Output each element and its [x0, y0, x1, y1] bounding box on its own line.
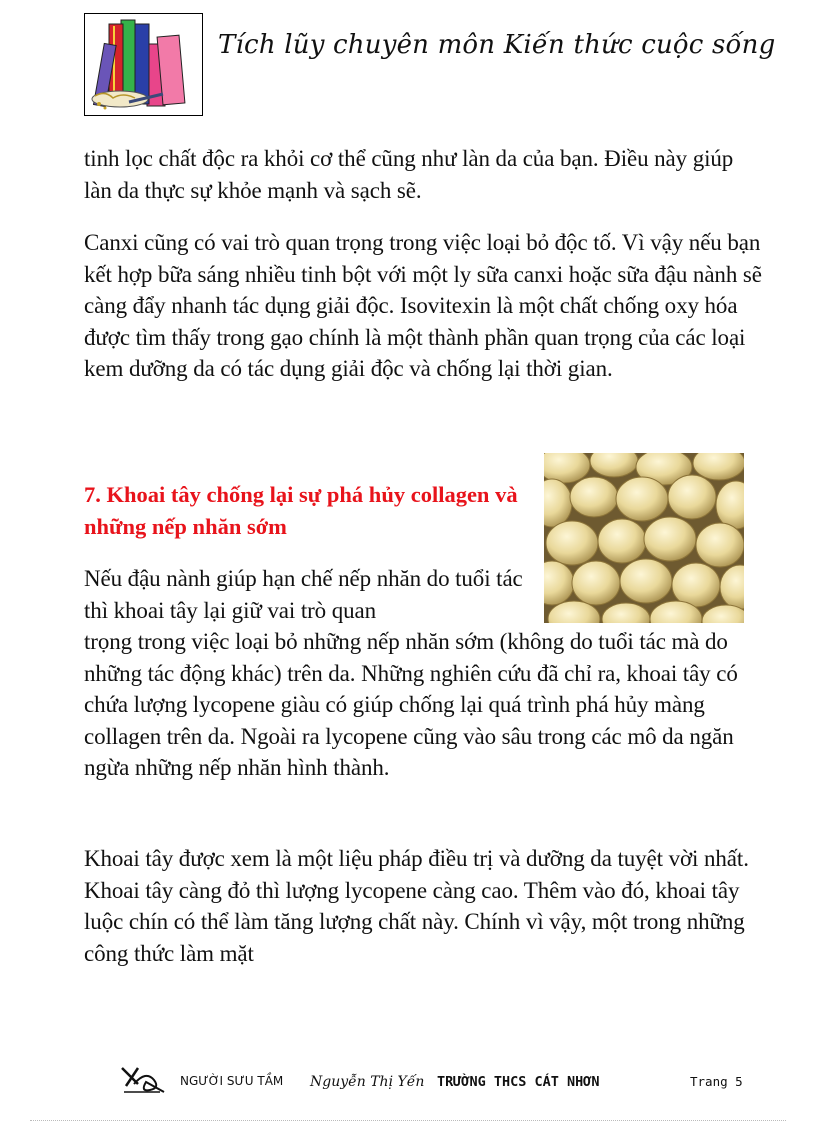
- paragraph-3-rest: trọng trong việc loại bỏ những nếp nhăn sớm (không do tuổi tác mà do những tác động khác) trên da. Những nghiên cứu đã chỉ ra, khoai tây có chứa lượng lycopene giàu có giúp chống lại quá trình phá hủy màng collagen trên da. Ngoài ra lycopene cũng vào sâu trong các mô da ngăn ngừa những nếp nhăn hình thành.: [84, 629, 738, 780]
- paragraph-1-text: tinh lọc chất độc ra khỏi cơ thể cũng như làn da của bạn. Điều này giúp làn da thực sự khỏe mạnh và sạch sẽ.: [84, 146, 734, 203]
- footer-author-name: Nguyễn Thị Yến: [310, 1074, 425, 1090]
- header-title: Tích lũy chuyên môn Kiến thức cuộc sống: [218, 30, 776, 60]
- paragraph-4-text: Khoai tây được xem là một liệu pháp điều trị và dưỡng da tuyệt vời nhất. Khoai tây càng đỏ thì lượng lycopene càng cao. Thêm vào đó, khoai tây luộc chín có thể làm tăng lượng chất này. Chính vì vậy, một trong những công thức làm mặt: [84, 846, 749, 966]
- paragraph-2-text: Canxi cũng có vai trò quan trọng trong việc loại bỏ độc tố. Vì vậy nếu bạn kết hợp bữa sáng nhiều tinh bột với một ly sữa canxi hoặc sữa đậu nành sẽ càng đẩy nhanh tác dụng giải độc. Isovitexin là một chất chống oxy hóa được tìm thấy trong gạo chính là một thành phần quan trọng của các loại kem dưỡng da có tác dụng giải độc và chống lại thời gian.: [84, 230, 762, 381]
- page-footer: [0, 1062, 816, 1102]
- paragraph-3: [84, 563, 764, 784]
- paragraph-4: [84, 843, 764, 969]
- paragraph-1: [84, 143, 764, 206]
- footer-school: TRƯỜNG THCS CÁT NHƠN: [437, 1074, 600, 1090]
- footer-collector-label: NGƯỜI SƯU TẦM: [180, 1074, 284, 1088]
- footer-page-number: Trang 5: [690, 1074, 743, 1089]
- paragraph-3-start: Nếu đậu nành giúp hạn chế nếp nhăn do tuổi tác thì khoai tây lại giữ vai trò quan: [84, 566, 523, 623]
- paragraph-2: [84, 227, 764, 385]
- bottom-divider: [30, 1120, 786, 1121]
- books-icon: [85, 14, 202, 115]
- signature-icon: [120, 1062, 168, 1096]
- section-heading: 7. Khoai tây chống lại sự phá hủy collagen và những nếp nhăn sớm: [84, 482, 518, 539]
- header-logo: [84, 13, 203, 116]
